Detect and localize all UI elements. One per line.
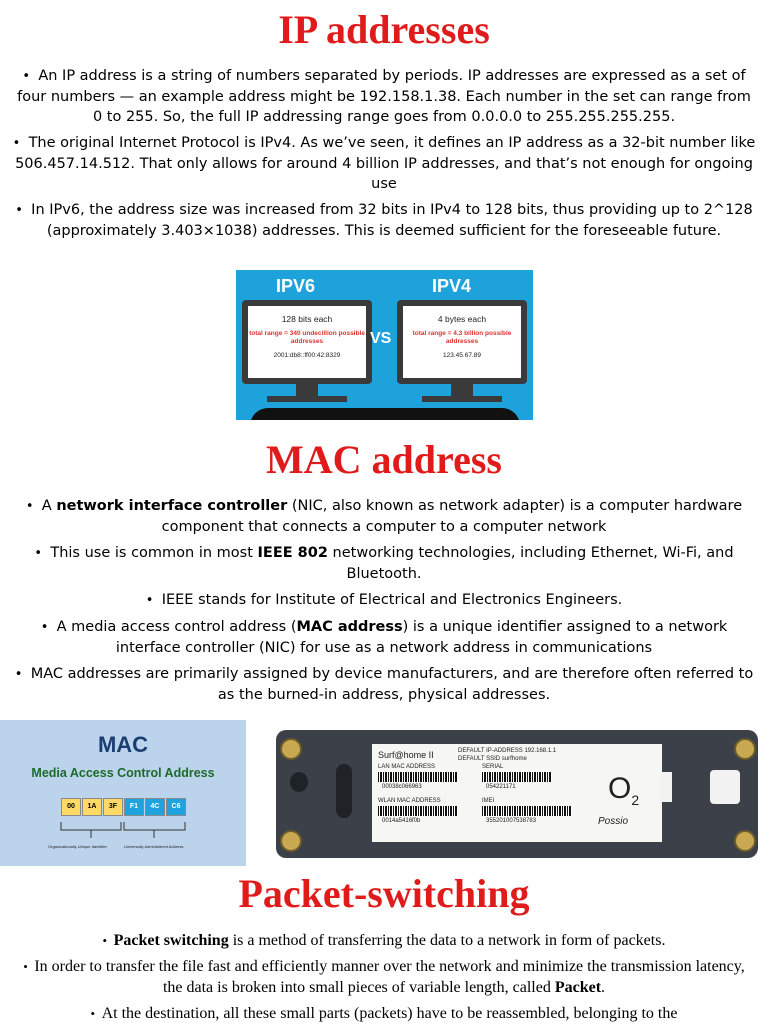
mac-octet: 00 xyxy=(61,798,81,816)
oui-caption: Organizationally Unique Identifier xyxy=(48,844,107,849)
packet-bullets xyxy=(6,930,762,1029)
ip-bullets xyxy=(6,66,762,247)
mac-octet: 4C xyxy=(145,798,165,816)
mac-octet: C6 xyxy=(166,798,186,816)
mac-figure-title: MAC xyxy=(97,732,149,757)
laptop-shape xyxy=(250,408,520,420)
screw-icon xyxy=(734,738,756,760)
list-item: • Packet switching is a method of transferring the data to a network in form of packets. xyxy=(102,932,666,949)
uaa-caption: Universally Administered Address xyxy=(124,844,184,849)
ipv6-label: IPV6 xyxy=(276,276,316,296)
list-item: • In order to transfer the file fast and efficiently manner over the network and minimize the transmission latency, the data is broken into small pieces of variable length, called Packet. xyxy=(23,958,745,996)
possio-logo: Possio xyxy=(598,816,629,827)
mac-bullets xyxy=(6,496,762,711)
list-item: • IEEE stands for Institute of Electrical and Electronics Engineers. xyxy=(145,592,623,608)
ip-title: IP addresses xyxy=(278,7,490,52)
mac-brackets xyxy=(58,820,190,840)
ipv4-label: IPV4 xyxy=(432,276,472,296)
mac-octet: 1A xyxy=(82,798,102,816)
mac-octet: F1 xyxy=(124,798,144,816)
list-item: • A media access control address (MAC address) is a unique identifier assigned to a network interface controller (NIC) for use as a network address in communications xyxy=(40,619,728,656)
mac-figure-subtitle: Media Access Control Address xyxy=(31,766,215,780)
mac-title: MAC address xyxy=(266,437,502,482)
screw-icon xyxy=(280,830,302,852)
list-item: • In IPv6, the address size was increased from 32 bits in IPv4 to 128 bits, thus providing up to 2^128 (approximately 3.403×1038) addresses. This is deemed sufficient for the foreseeable future. xyxy=(15,202,753,239)
list-item: • At the destination, all these small parts (packets) have to be reassembled, belonging to the xyxy=(90,1005,678,1022)
screw-icon xyxy=(280,738,302,760)
packet-title: Packet-switching xyxy=(238,871,530,916)
list-item: • The original Internet Protocol is IPv4. As we’ve seen, it defines an IP address as a 32-bit number like 506.457.14.512. That only allows for around 4 billion IP addresses, and that’s not enough for ongoing use xyxy=(12,135,756,192)
o2-logo: $O_2$ xyxy=(608,772,640,808)
list-item: • A network interface controller (NIC, also known as network adapter) is a computer hardware component that connects a computer to a computer network xyxy=(25,498,743,535)
screw-icon xyxy=(734,830,756,852)
router-port xyxy=(710,770,740,804)
mac-octet: 3F xyxy=(103,798,123,816)
mac-figure xyxy=(0,720,246,866)
router-photo xyxy=(276,730,758,858)
ipv6-monitor: 128 bits each total range = 340 undecillion possible addresses 2001:db8::ff00:42:8329 xyxy=(242,300,372,384)
list-item: • This use is common in most IEEE 802 networking technologies, including Ethernet, Wi-Fi, and Bluetooth. xyxy=(34,545,734,582)
list-item: • MAC addresses are primarily assigned by device manufacturers, and are therefore often referred to as the burned-in address, physical addresses. xyxy=(14,666,754,703)
vs-label: VS xyxy=(370,330,392,347)
ipv6-vs-ipv4-figure xyxy=(236,270,533,420)
ipv4-monitor: 4 bytes each total range = 4.3 billion possible addresses 123.45.67.89 xyxy=(397,300,527,384)
router-label: Surf@home II DEFAULT IP-ADDRESS 192.168.1.1 DEFAULT SSID surfhome LAN MAC ADDRESS 00038c066963 SERIAL 054221171 WLAN MAC ADDRESS 0014a5416f0b IMEI 355201007538783 $O_2$ Possio xyxy=(372,744,662,842)
list-item: • An IP address is a string of numbers separated by periods. IP addresses are expressed as a set of four numbers — an example address might be 192.158.1.38. Each number in the set can range from 0 to 255. So, the full IP addressing range goes from 0.0.0.0 to 255.255.255.255. xyxy=(17,68,751,125)
